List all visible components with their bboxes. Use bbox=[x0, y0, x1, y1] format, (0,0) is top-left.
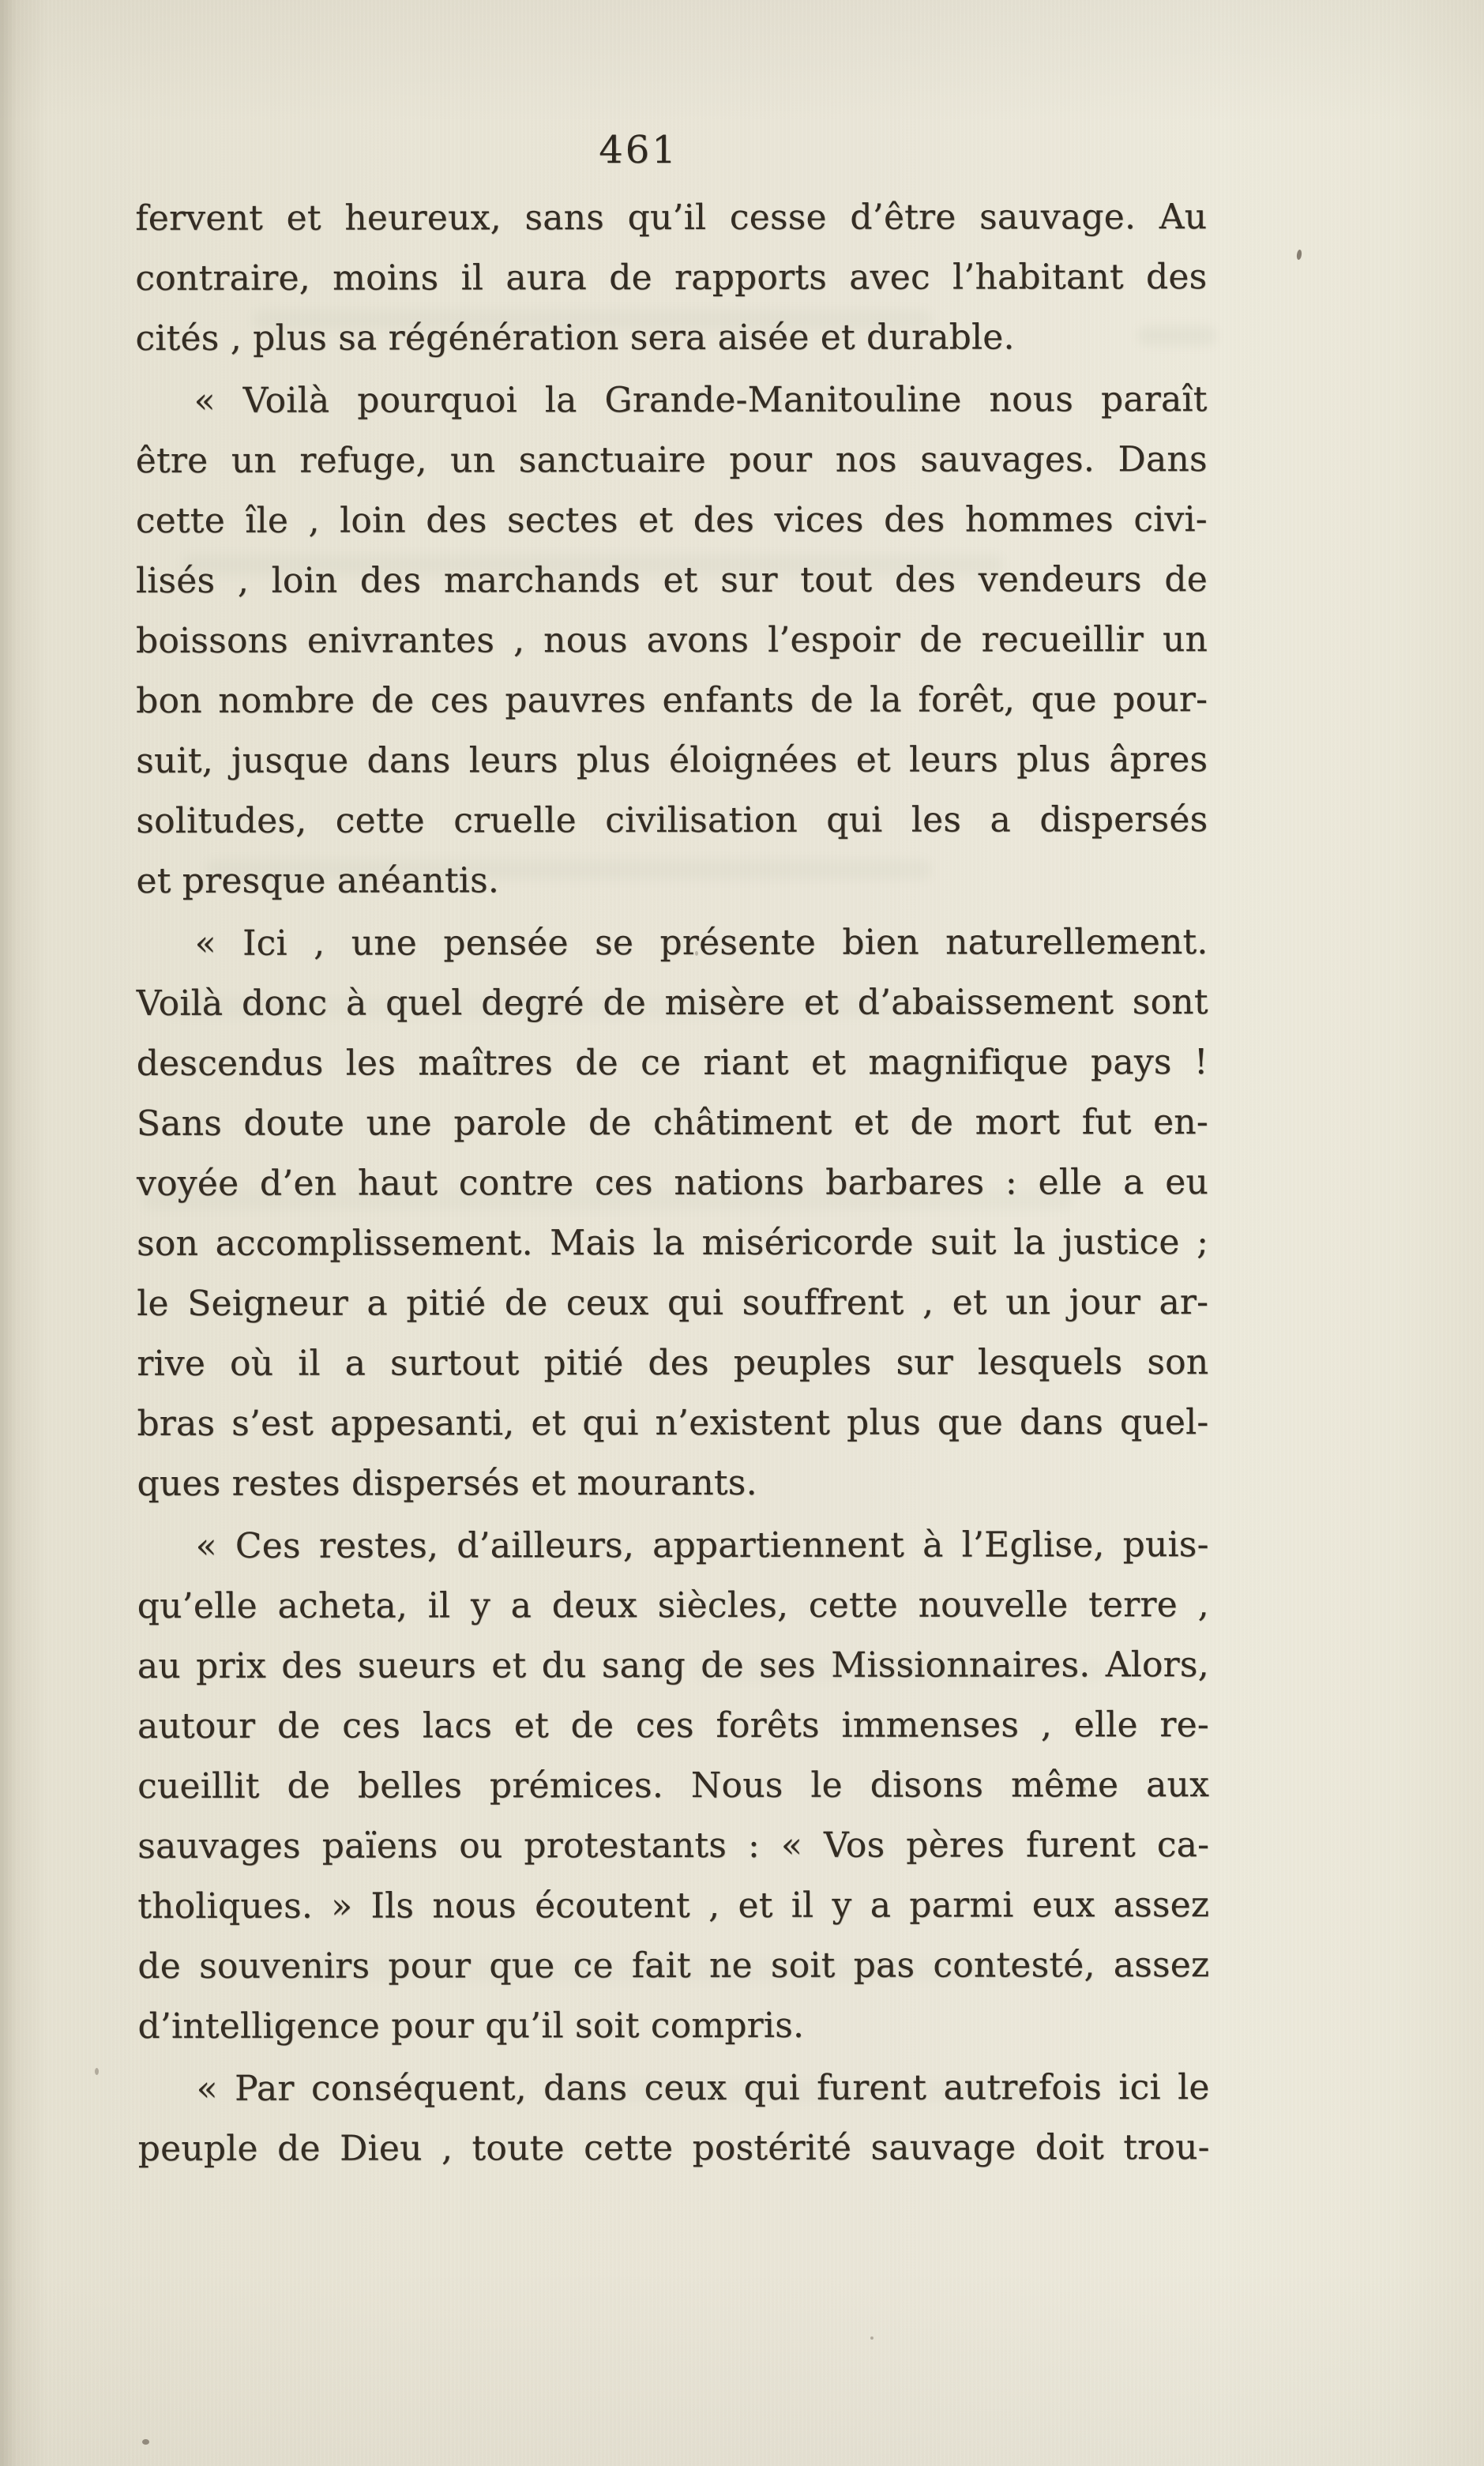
text-line: tholiques. » Ils nous écoutent , et il y a parmi eux assez bbox=[137, 1885, 1210, 1927]
text-line: être un refuge, un sanctuaire pour nos sauvages. Dans bbox=[135, 439, 1208, 481]
text-line: au prix des sueurs et du sang de ses Missionnaires. Alors, bbox=[137, 1645, 1209, 1686]
paragraph bbox=[136, 370, 1208, 912]
page-number: 461 bbox=[599, 128, 678, 172]
paper-speck bbox=[1296, 250, 1302, 261]
paragraph bbox=[138, 2058, 1210, 2179]
text-line: « Ici , une pensée se présente bien naturellement. bbox=[194, 922, 1208, 964]
text-line: Voilà donc à quel degré de misère et d’abaissement sont bbox=[136, 982, 1208, 1024]
text-line: descendus les maîtres de ce riant et magnifique pays ! bbox=[136, 1042, 1208, 1084]
text-line: fervent et heureux, sans qu’il cesse d’être sauvage. Au bbox=[135, 197, 1208, 239]
text-line: le Seigneur a pitié de ceux qui souffrent , et un jour ar- bbox=[137, 1282, 1209, 1324]
paragraph bbox=[137, 912, 1209, 1514]
paper-speck bbox=[870, 2336, 873, 2340]
paragraph bbox=[135, 187, 1207, 369]
text-line: « Par conséquent, dans ceux qui furent autrefois ici le bbox=[196, 2067, 1210, 2109]
text-line: solitudes, cette cruelle civilisation qui les a dispersés bbox=[136, 799, 1208, 841]
text-line: contraire, moins il aura de rapports avec l’habitant des bbox=[135, 257, 1208, 299]
text-line: de souvenirs pour que ce fait ne soit pas contesté, assez bbox=[137, 1945, 1210, 1987]
text-line: son accomplissement. Mais la miséricorde suit la justice ; bbox=[137, 1222, 1209, 1264]
text-line: rive où il a surtout pitié des peuples sur lesquels son bbox=[137, 1342, 1209, 1384]
text-line: voyée d’en haut contre ces nations barbares : elle a eu bbox=[136, 1162, 1209, 1204]
text-line: ques restes dispersés et mourants. bbox=[137, 1462, 757, 1504]
text-line: cueillit de belles prémices. Nous le disons même aux bbox=[137, 1765, 1210, 1806]
text-line: « Ces restes, d’ailleurs, appartiennent à l’Eglise, puis- bbox=[195, 1524, 1209, 1566]
text-line: et presque anéantis. bbox=[136, 860, 500, 901]
text-block bbox=[135, 187, 1210, 2179]
paper-speck bbox=[142, 2439, 149, 2445]
text-line: peuple de Dieu , toute cette postérité sauvage doit trou- bbox=[137, 2127, 1210, 2169]
text-line: cette île , loin des sectes et des vices des hommes civi- bbox=[135, 499, 1208, 541]
text-line: qu’elle acheta, il y a deux siècles, cette nouvelle terre , bbox=[137, 1584, 1209, 1626]
text-line: « Voilà pourquoi la Grande-Manitouline nous paraît bbox=[193, 379, 1208, 421]
text-line: cités , plus sa régénération sera aisée et durable. bbox=[135, 317, 1015, 359]
text-line: lisés , loin des marchands et sur tout des vendeurs de bbox=[135, 559, 1208, 601]
paragraph bbox=[137, 1515, 1210, 2057]
text-line: suit, jusque dans leurs plus éloignées et leurs plus âpres bbox=[136, 739, 1208, 781]
text-line: sauvages païens ou protestants : « Vos pères furent ca- bbox=[137, 1825, 1210, 1866]
text-line: autour de ces lacs et de ces forêts immenses , elle re- bbox=[137, 1705, 1209, 1746]
text-line: d’intelligence pour qu’il soit compris. bbox=[137, 2005, 805, 2047]
paper-speck bbox=[95, 2068, 99, 2075]
text-line: Sans doute une parole de châtiment et de mort fut en- bbox=[136, 1102, 1208, 1144]
text-line: bras s’est appesanti, et qui n’existent plus que dans quel- bbox=[137, 1402, 1209, 1444]
text-line: bon nombre de ces pauvres enfants de la forêt, que pour- bbox=[136, 679, 1208, 721]
text-line: boissons enivrantes , nous avons l’espoir de recueillir un bbox=[136, 619, 1208, 661]
